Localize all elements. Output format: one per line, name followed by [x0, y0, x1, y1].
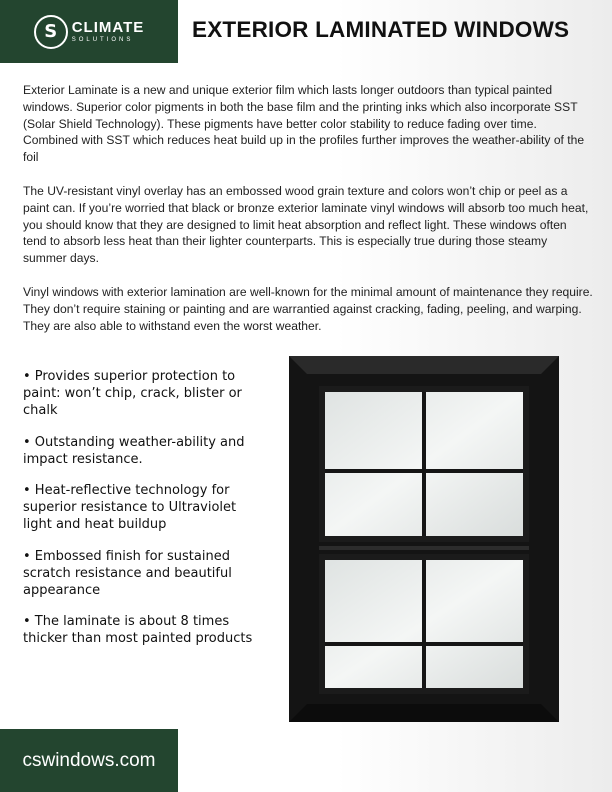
paragraph: Exterior Laminate is a new and unique exterior film which lasts longer outdoors than typical painted windows. Superior color pigments in both the base film and the printing inks which also incorporate SST (Solar Shield Technology). These pigments have better color stability to reduce fading over time. Combined with SST which reduces heat build up in the profiles further improves the weather-ability of the foil — [23, 83, 585, 165]
feature-item: • Provides superior protection to paint: won’t chip, crack, blister or chalk — [23, 369, 242, 419]
paragraph: Vinyl windows with exterior lamination are well-known for the minimal amount of maintenance they require. They don’t require staining or painting and are warrantied against cracking, fading, peeling, and warping. They are also able to withstand even the worst weather. — [23, 284, 593, 333]
feature-item: • Embossed finish for sustained scratch resistance and beautiful appearance — [23, 548, 232, 599]
website-link[interactable]: cswindows.com — [22, 749, 156, 771]
feature-item: • Heat-reflective technology for superior resistance to Ultraviolet light and heat buildup — [23, 483, 237, 533]
feature-item: • Outstanding weather-ability and impact resistance. — [23, 434, 245, 467]
footer-url[interactable] — [0, 729, 178, 792]
paragraph: The UV-resistant vinyl overlay has an embossed wood grain texture and colors won’t chip or peel as a paint can. If you’re worried that black or bronze exterior laminate vinyl windows will absorb too much heat, you should know that they are designed to limit heat absorption and reflect light. These windows often tend to absorb less heat than their lighter counterparts. This is especially true during those steamy summer days. — [23, 183, 589, 266]
intro-text — [23, 82, 593, 351]
feature-list — [23, 368, 263, 662]
logo — [0, 0, 178, 63]
logo-name: CLIMATE — [71, 19, 145, 36]
window-image — [289, 356, 559, 722]
page-title: EXTERIOR LAMINATED WINDOWS — [192, 17, 570, 42]
feature-item: • The laminate is about 8 times thicker than most painted products — [23, 614, 253, 647]
logo-sub: SOLUTIONS — [71, 37, 134, 43]
logo-icon: S — [34, 15, 68, 49]
